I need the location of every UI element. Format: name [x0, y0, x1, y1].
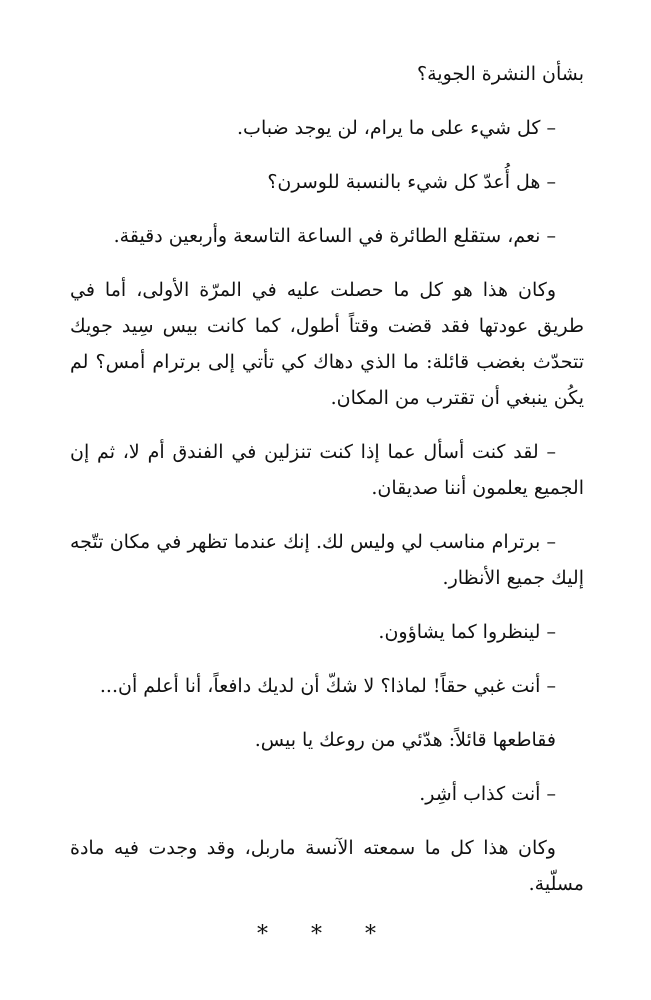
dialogue-line: – أنت كذاب أشِر.	[419, 783, 556, 805]
book-page	[70, 56, 584, 920]
narrative-paragraph: فقاطعها قائلاً: هدّئي من روعك يا بيس.	[254, 729, 556, 751]
dialogue-line: – أنت غبي حقاً! لماذا؟ لا شكّ أن لديك دافعاً، أنا أعلم أن...	[99, 675, 556, 697]
dialogue-line: – نعم، ستقلع الطائرة في الساعة التاسعة وأربعين دقيقة.	[113, 225, 556, 247]
paragraph-continuation: بشأن النشرة الجوية؟	[417, 63, 584, 85]
section-separator: * * *	[257, 922, 394, 947]
dialogue-line: – لقد كنت أسأل عما إذا كنت تنزلين في الفندق أم لا، ثم إن الجميع يعلمون أننا صديقان.	[70, 441, 584, 499]
narrative-paragraph: وكان هذا هو كل ما حصلت عليه في المرّة الأولى، أما في طريق عودتها فقد قضت وقتاً أطول، كما كانت بيس سِيد جويك تتحدّث بغضب قائلة: ما الذي دهاك كي تأتي إلى برترام أمس؟ لم يكُن ينبغي أن تقترب من المكان.	[70, 279, 584, 409]
dialogue-line: – لينظروا كما يشاؤون.	[378, 621, 556, 643]
dialogue-line: – كل شيء على ما يرام، لن يوجد ضباب.	[237, 117, 556, 139]
dialogue-line: – هل أُعدّ كل شيء بالنسبة للوسرن؟	[267, 171, 556, 193]
narrative-paragraph: وكان هذا كل ما سمعته الآنسة ماربل، وقد وجدت فيه مادة مسلّية.	[70, 837, 584, 895]
dialogue-line: – برترام مناسب لي وليس لك. إنك عندما تظهر في مكان تتّجه إليك جميع الأنظار.	[70, 531, 584, 589]
